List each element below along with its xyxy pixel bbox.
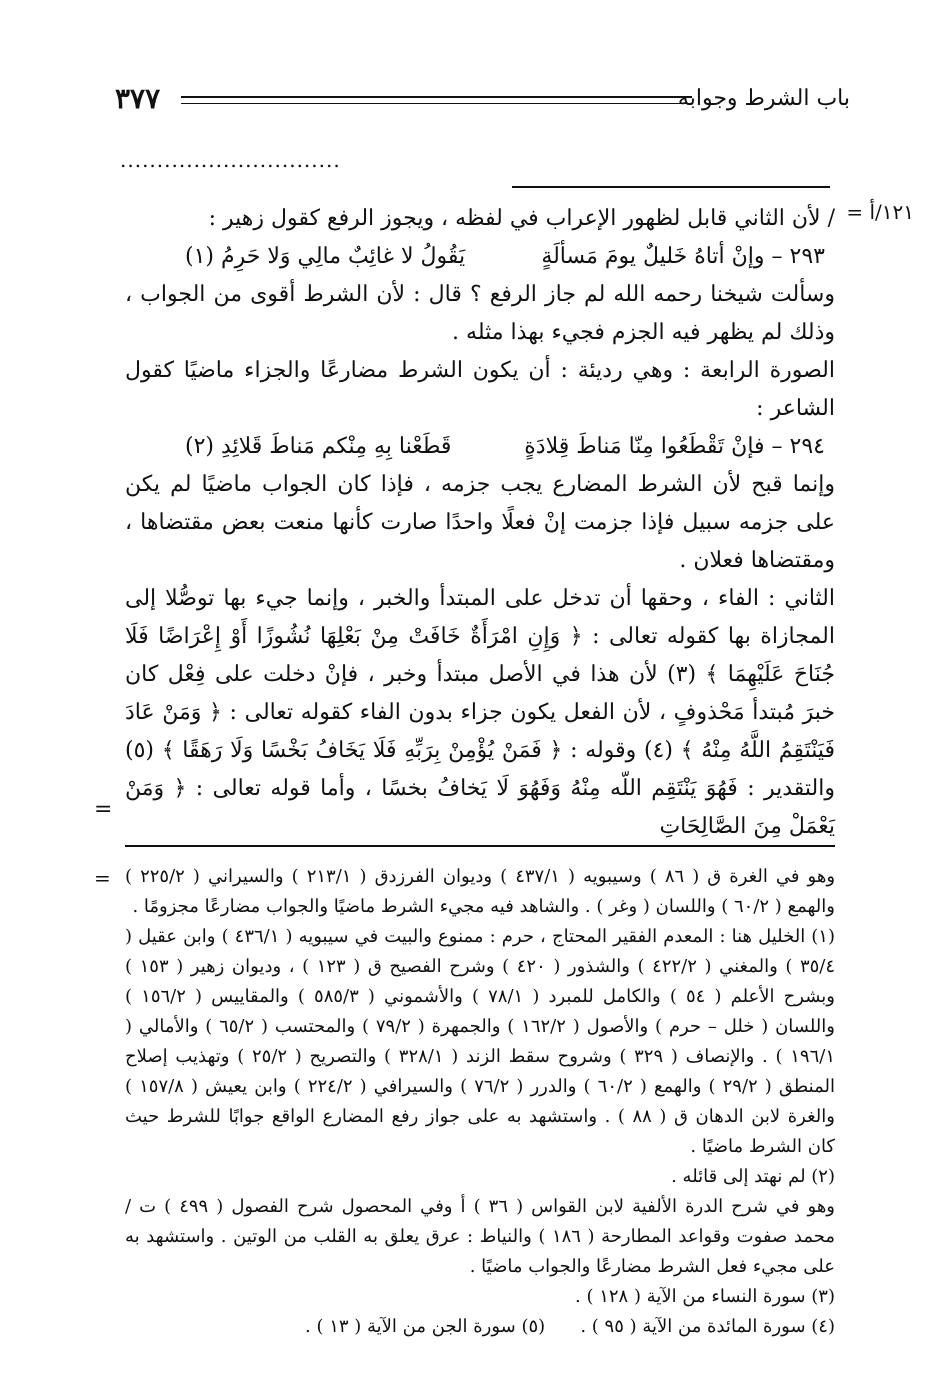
footnote: وهو في الغرة ق ( ٨٦ ) وسيبويه ( ٤٣٧/١ ) وديوان الفرزدق ( ٢١٣/١ ) والسيراني ( ٢٢٥/٢ ) والهمع ( ٦٠/٢ ) واللسان ( وغر ) . والشاهد فيه مجيء الشرط ماضيًا والجواب مضارعًا مجزومًا . [125, 866, 836, 917]
footnote: (٢) لم نهتد إلى قائله . [671, 1166, 835, 1187]
verse-hemistich-1: ٢٩٣ – وإنْ أتاهُ خَليلٌ يومَ مَسألَةٍ [541, 244, 825, 269]
verse-294 [125, 428, 835, 466]
footnote: (٥) سورة الجن من الآية ( ١٣ ) . [305, 1316, 546, 1337]
footnote: (٣) سورة النساء من الآية ( ١٢٨ ) . [575, 1286, 835, 1307]
paragraph: / لأن الثاني قابل لظهور الإعراب في لفظه ، ويجوز الرفع كقول زهير : [208, 206, 835, 231]
footnote: (٤) سورة المائدة من الآية ( ٩٥ ) . [580, 1316, 835, 1337]
footnote-rule [125, 845, 835, 847]
verse-hemistich-2: قَطَعْنا بِهِ مِنْكم مَناطَ قَلائِدِ (٢) [185, 434, 452, 459]
footnote-row [125, 1312, 835, 1342]
continuation-mark: = [94, 797, 113, 822]
paragraph: وإنما قبح لأن الشرط المضارع يجب جزمه ، فإذا كان الجواب ماضيًا لم يكن على جزمه سبيل فإذا جزمت إنْ فعلًا واحدًا صارت كأنها منعت بعض مقتضاها ، ومقتضاها فعلان . [125, 472, 835, 573]
running-header [115, 82, 850, 122]
verse-293 [125, 238, 835, 276]
chapter-title: باب الشرط وجوابه [677, 86, 850, 111]
paragraph: الصورة الرابعة : وهي رديئة : أن يكون الشرط مضارعًا والجزاء ماضيًا كقول الشاعر : [125, 358, 835, 421]
paragraph: وسألت شيخنا رحمه الله لم جاز الرفع ؟ قال : لأن الشرط أقوى من الجواب ، وذلك لم يظهر فيه الجزم فجيء بهذا مثله . [125, 282, 835, 345]
main-text [125, 200, 835, 846]
header-rule [181, 96, 692, 104]
continuation-mark: = [94, 866, 111, 890]
ellipsis-dots: .............................. [120, 148, 341, 172]
footnotes [125, 862, 835, 1342]
section-rule [512, 186, 830, 188]
verse-hemistich-2: يَقُولُ لا غائِبٌ مالِي وَلا حَرِمُ (١) [185, 244, 466, 269]
page-number: ٣٧٧ [115, 82, 161, 115]
footnote-row [125, 1282, 835, 1312]
verse-hemistich-1: ٢٩٤ – فإنْ تَقْطَعُوا مِنّا مَناطَ قِلادَةٍ [524, 434, 825, 459]
footnote: (١) الخليل هنا : المعدم الفقير المحتاج ، حرم : ممنوع والبيت في سيبويه ( ٤٣٦/١ ) وابن عقيل ( ٣٥/٤ ) والمغني ( ٤٢٢/٢ ) والشذور ( ٤٢٠ ) وشرح الفصيح ق ( ١٢٣ ) ، وديوان زهير ( ١٥٣ ) وبشرح الأعلم ( ٥٤ ) والكامل للمبرد ( ٧٨/١ ) والأشموني ( ٥٨٥/٣ ) والمقاييس ( ١٥٦/٢ ) واللسان ( خلل – حرم ) والأصول ( ١٦٢/٢ ) والجمهرة ( ٧٩/٢ ) والمحتسب ( ٦٥/٢ ) والأمالي ( ١٩٦/١ ) . والإنصاف ( ٣٢٩ ) وشروح سقط الزند ( ٣٢٨/١ ) والتصريح ( ٢٥/٢ ) وتهذيب إصلاح المنطق ( ٢٩/٢ ) والهمع ( ٦٠/٢ ) والدرر ( ٧٦/٢ ) والسيرافي ( ٢٢٤/٢ ) وابن يعيش ( ١٥٧/٨ ) والغرة لابن الدهان ق ( ٨٨ ) . واستشهد به على جواز رفع المضارع الواقع جوابًا للشرط حيث كان الشرط ماضيًا . [125, 926, 836, 1157]
footnote: وهو في شرح الدرة الألفية لابن القواس ( ٣٦ ) أ وفي المحصول شرح الفصول ( ٤٩٩ ) ت / محمد صفوت وقواعد المطارحة ( ١٨٦ ) والنياط : عرق يعلق به القلب من الوتين . واستشهد به على مجيء فعل الشرط مضارعًا والجواب ماضيًا . [125, 1196, 836, 1277]
manuscript-folio-ref: ١٢١/أ = [846, 200, 914, 224]
paragraph: الثاني : الفاء ، وحقها أن تدخل على المبتدأ والخبر ، وإنما جيء بها توصُّلا إلى المجازاة بها كقوله تعالى : ﴿ وَإِنِ امْرَأَةٌ خَافَتْ مِنْ بَعْلِهَا نُشُوزًا أَوْ إِعْرَاضًا فَلَا جُنَاحَ عَلَيْهِمَا ﴾ (٣) لأن هذا في الأصل مبتدأ وخبر ، فإنْ دخلت على فِعْل كان خبرَ مُبتدأ مَحْذوفٍ ، لأن الفعل يكون جزاء بدون الفاء كقوله تعالى : ﴿ وَمَنْ عَادَ فَيَنْتَقِمُ اللَّهُ مِنْهُ ﴾ (٤) وقوله : ﴿ فَمَنْ يُؤْمِنْ بِرَبِّهِ فَلَا يَخَافُ بَخْسًا وَلَا رَهَقًا ﴾ (٥) والتقدير : فَهُوَ يَنْتَقِم اللّه مِنْهُ وَفَهُوَ لَا يَخافُ بخسًا ، وأما قوله تعالى : ﴿ وَمَنْ يَعْمَلْ مِنَ الصَّالِحَاتِ [125, 586, 835, 839]
